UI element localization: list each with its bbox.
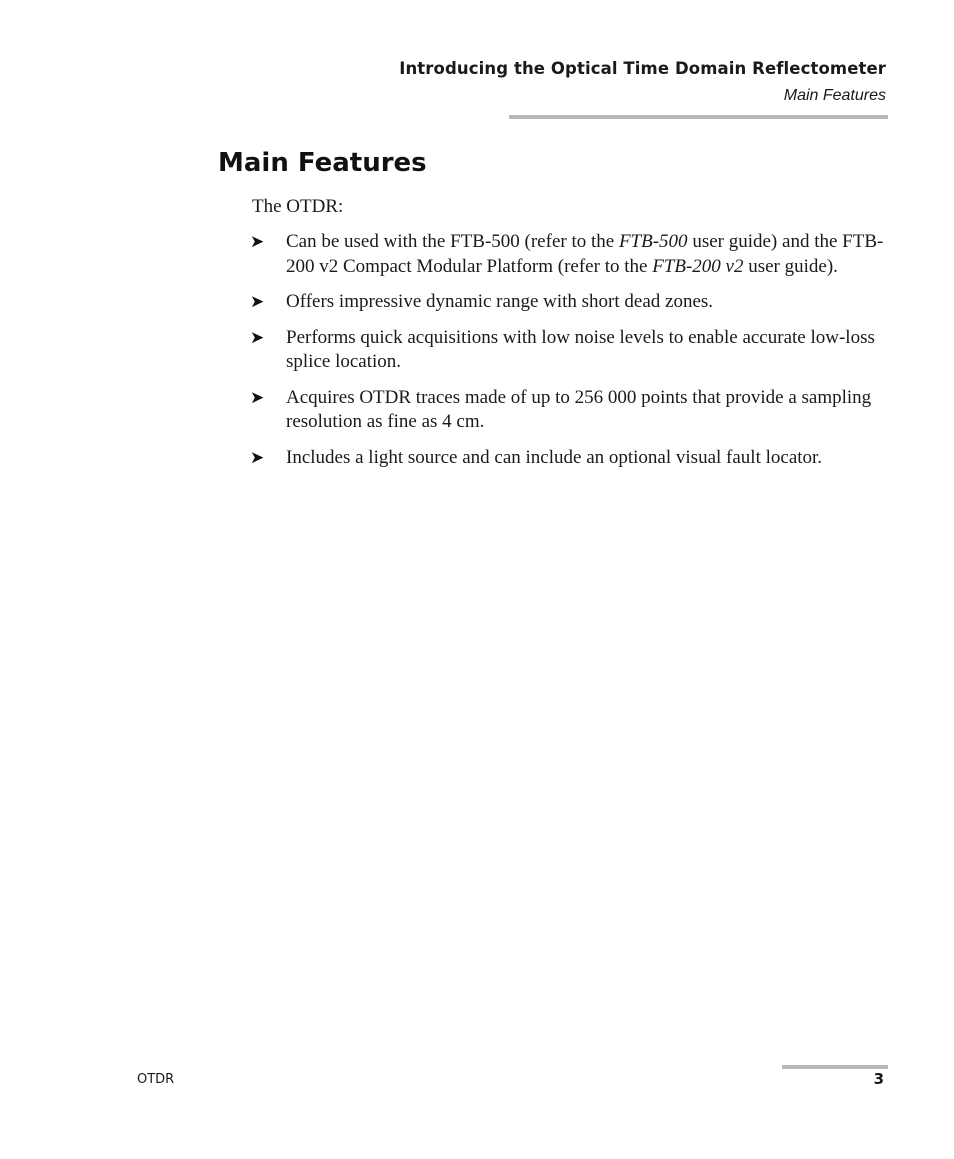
list-item-text: Performs quick acquisitions with low noise levels to enable accurate low-loss splice location. [286, 326, 875, 372]
list-item-text-part: Can be used with the FTB-500 (refer to the [286, 231, 619, 252]
page-number: 3 [873, 1070, 884, 1088]
list-item-text: Acquires OTDR traces made of up to 256 000 points that provide a sampling resolution as fine as 4 cm. [286, 386, 872, 432]
list-item-text [286, 231, 883, 277]
list-item-text-part: user guide). [743, 255, 838, 277]
footer-product-name: OTDR [137, 1072, 175, 1087]
arrow-bullet-icon: ➤ [250, 232, 265, 252]
arrow-bullet-icon: ➤ [250, 292, 265, 312]
arrow-bullet-icon: ➤ [250, 327, 265, 348]
running-header [399, 56, 886, 110]
header-divider [509, 115, 888, 119]
intro-text: The OTDR: [252, 196, 344, 217]
arrow-bullet-icon: ➤ [250, 447, 265, 468]
list-item [250, 446, 890, 471]
list-item [250, 290, 890, 315]
running-header-section: Main Features [783, 87, 886, 104]
running-header-chapter: Introducing the Optical Time Domain Reflectometer [399, 59, 886, 78]
arrow-bullet-icon: ➤ [250, 387, 265, 408]
list-item [250, 326, 890, 375]
list-item [250, 230, 890, 279]
list-item-text-part: user guide) and the FTB-200 v2 Compact Modular Platform (refer to the [286, 231, 884, 277]
list-item-text: Offers impressive dynamic range with short dead zones. [286, 291, 714, 312]
footer-divider [782, 1065, 888, 1069]
guide-title-ftb-500: FTB-500 [618, 231, 688, 252]
feature-list [250, 230, 890, 481]
page-title: Main Features [218, 148, 427, 178]
list-item [250, 386, 890, 435]
list-item-text: Includes a light source and can include an optional visual fault locator. [286, 446, 823, 468]
guide-title-ftb-200-v2: FTB-200 v2 [652, 255, 744, 277]
